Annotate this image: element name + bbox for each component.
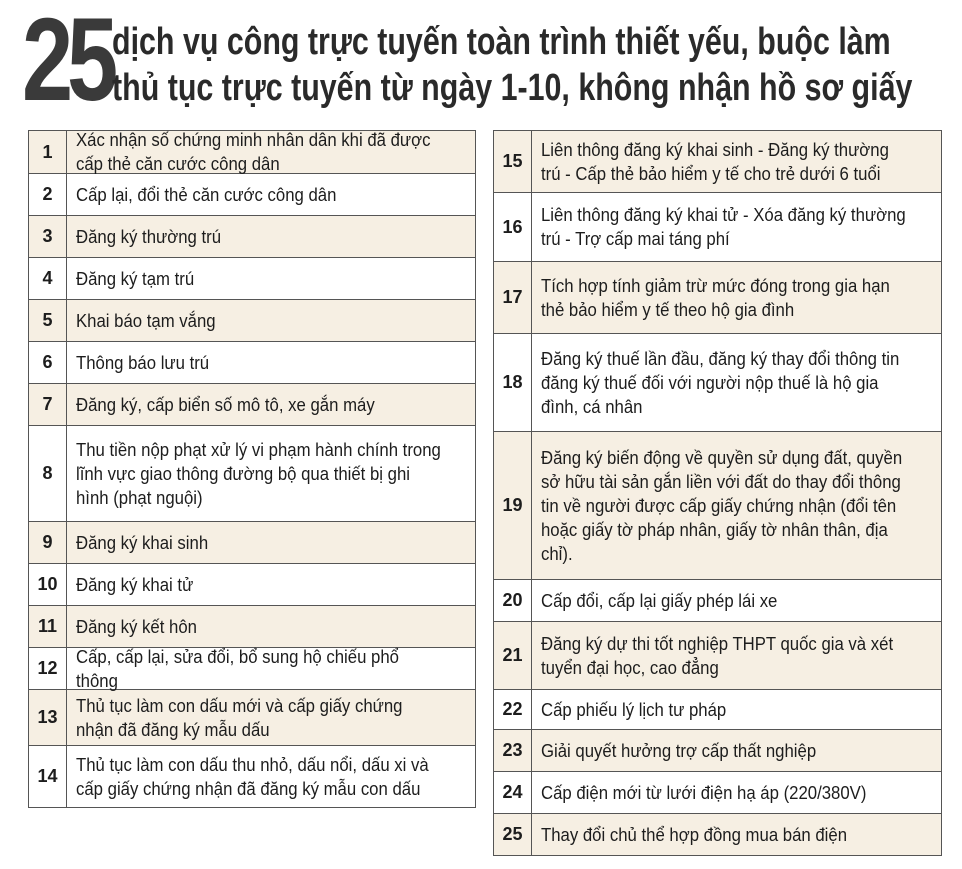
row-number: 1 <box>29 131 67 173</box>
service-name: Xác nhận số chứng minh nhân dân khi đã được cấp thẻ căn cước công dân <box>76 130 431 174</box>
service-name: Thay đổi chủ thể hợp đồng mua bán điện <box>541 824 848 845</box>
service-name: Đăng ký kết hôn <box>76 616 197 637</box>
table-row <box>29 131 475 173</box>
service-name: Cấp phiếu lý lịch tư pháp <box>541 699 727 720</box>
page-header <box>22 0 942 126</box>
service-name: Thu tiền nộp phạt xử lý vi phạm hành chính trong lĩnh vực giao thông đường bộ qua thiết bị ghi hình (phạt nguội) <box>76 439 441 508</box>
row-number: 18 <box>494 334 532 431</box>
service-name: Thủ tục làm con dấu mới và cấp giấy chứng nhận đã đăng ký mẫu dấu <box>76 695 403 740</box>
row-number: 11 <box>29 606 67 647</box>
service-name: Đăng ký thuế lần đầu, đăng ký thay đổi thông tin đăng ký thuế đối với người nộp thuế là hộ gia đình, cá nhân <box>541 348 900 417</box>
table-row <box>29 299 475 341</box>
table-row <box>29 521 475 563</box>
row-number: 17 <box>494 262 532 333</box>
row-number: 13 <box>29 690 67 745</box>
service-name: Đăng ký dự thi tốt nghiệp THPT quốc gia và xét tuyển đại học, cao đẳng <box>541 633 894 678</box>
row-number: 22 <box>494 690 532 729</box>
service-name: Liên thông đăng ký khai tử - Xóa đăng ký thường trú - Trợ cấp mai táng phí <box>541 205 906 249</box>
table-row <box>494 729 941 771</box>
row-number: 24 <box>494 772 532 813</box>
table-row <box>494 621 941 689</box>
services-table-left <box>28 130 476 808</box>
table-row <box>29 341 475 383</box>
row-number: 25 <box>494 814 532 855</box>
row-number: 14 <box>29 746 67 807</box>
row-number: 10 <box>29 564 67 605</box>
service-name: Đăng ký, cấp biển số mô tô, xe gắn máy <box>76 394 375 415</box>
service-name: Cấp lại, đổi thẻ căn cước công dân <box>76 184 337 205</box>
row-number: 20 <box>494 580 532 621</box>
table-row <box>29 647 475 689</box>
table-row <box>29 425 475 521</box>
row-number: 12 <box>29 648 67 689</box>
table-row <box>494 431 941 579</box>
row-number: 19 <box>494 432 532 579</box>
title-line-2: thủ tục trực tuyến từ ngày 1-10, không nhận hồ sơ giấy <box>112 67 913 109</box>
row-number: 15 <box>494 131 532 192</box>
title-line-1: dịch vụ công trực tuyến toàn trình thiết yếu, buộc làm <box>112 21 891 63</box>
service-name: Cấp điện mới từ lưới điện hạ áp (220/380V) <box>541 782 867 803</box>
service-name: Cấp, cấp lại, sửa đổi, bổ sung hộ chiếu phổ thông <box>76 646 399 691</box>
table-row <box>29 563 475 605</box>
table-row <box>29 215 475 257</box>
table-row <box>494 579 941 621</box>
table-row <box>494 192 941 261</box>
row-number: 7 <box>29 384 67 425</box>
service-name: Đăng ký khai sinh <box>76 532 209 553</box>
row-number: 4 <box>29 258 67 299</box>
service-name: Thông báo lưu trú <box>76 352 210 373</box>
table-row <box>29 605 475 647</box>
row-number: 21 <box>494 622 532 689</box>
table-row <box>29 383 475 425</box>
row-number: 5 <box>29 300 67 341</box>
services-table-right <box>493 130 942 856</box>
service-name: Giải quyết hưởng trợ cấp thất nghiệp <box>541 740 817 761</box>
service-name: Đăng ký tạm trú <box>76 268 195 289</box>
table-row <box>494 813 941 855</box>
table-row <box>494 131 941 192</box>
row-number: 2 <box>29 174 67 215</box>
table-row <box>494 689 941 729</box>
table-row <box>29 173 475 215</box>
row-number: 9 <box>29 522 67 563</box>
row-number: 23 <box>494 730 532 771</box>
service-name: Cấp đổi, cấp lại giấy phép lái xe <box>541 590 778 611</box>
row-number: 6 <box>29 342 67 383</box>
row-number: 3 <box>29 216 67 257</box>
row-number: 16 <box>494 193 532 261</box>
service-name: Đăng ký thường trú <box>76 226 222 247</box>
table-row <box>29 745 475 807</box>
table-row <box>494 771 941 813</box>
row-number: 8 <box>29 426 67 521</box>
service-name: Tích hợp tính giảm trừ mức đóng trong gia hạn thẻ bảo hiểm y tế theo hộ gia đình <box>541 275 890 320</box>
service-name: Liên thông đăng ký khai sinh - Đăng ký thường trú - Cấp thẻ bảo hiểm y tế cho trẻ dưới 6 tuổi <box>541 139 889 184</box>
big-number-25: 25 <box>22 0 112 126</box>
table-row <box>494 333 941 431</box>
service-name: Đăng ký khai tử <box>76 574 194 595</box>
service-name: Khai báo tạm vắng <box>76 310 216 331</box>
service-name: Đăng ký biến động về quyền sử dụng đất, quyền sở hữu tài sản gắn liền với đất do thay đổi thông tin về người được cấp giấy chứng nhận (đổi tên hoặc giấy tờ pháp nhân, giấy tờ nhân thân, địa chỉ). <box>541 447 903 564</box>
service-name: Thủ tục làm con dấu thu nhỏ, dấu nổi, dấu xi và cấp giấy chứng nhận đã đăng ký mẫu con dấu <box>76 754 429 799</box>
table-row <box>29 689 475 745</box>
table-row <box>29 257 475 299</box>
table-row <box>494 261 941 333</box>
